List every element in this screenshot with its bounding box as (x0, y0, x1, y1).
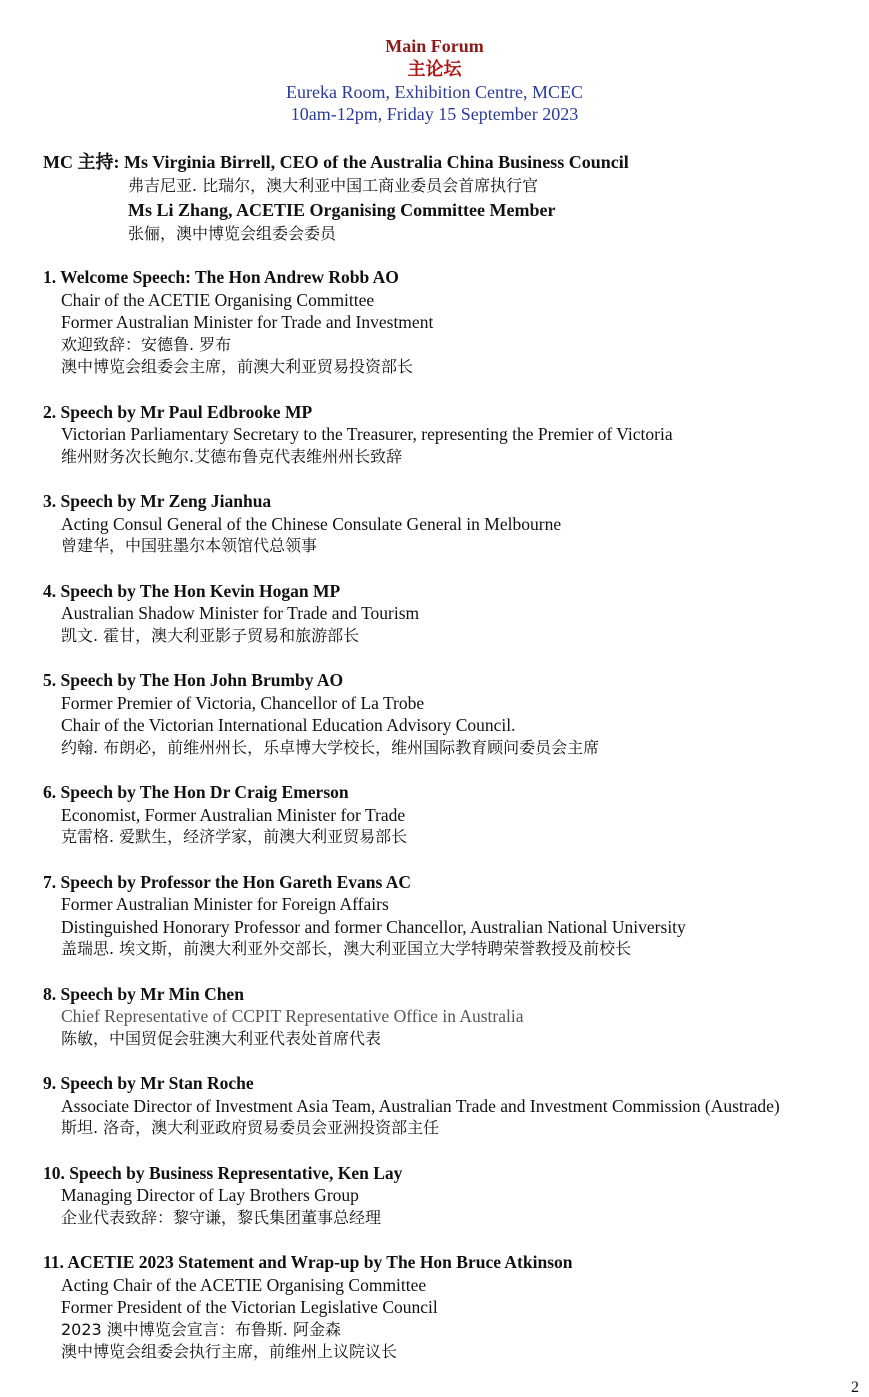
agenda-item-zh: 曾建华，中国驻墨尔本领馆代总领事 (61, 536, 318, 555)
agenda-item-heading: 7. Speech by Professor the Hon Gareth Evans AC (43, 871, 412, 892)
page-number: 2 (851, 1379, 859, 1396)
mc-host1-zh: 弗吉尼亚. 比瑞尔，澳大利亚中国工商业委员会首席执行官 (128, 176, 539, 195)
agenda-item (43, 401, 863, 469)
agenda-item-heading: 10. Speech by Business Representative, Ken Lay (43, 1162, 403, 1183)
agenda-item (43, 266, 863, 379)
agenda-item-heading: 8. Speech by Mr Min Chen (43, 983, 244, 1004)
mc-host2-zh: 张俪，澳中博览会组委会委员 (128, 224, 337, 243)
agenda-item-zh: 澳中博览会组委会主席，前澳大利亚贸易投资部长 (61, 357, 414, 376)
agenda-item-role: Associate Director of Investment Asia Team, Australian Trade and Investment Commission (Austrade) (61, 1095, 780, 1116)
agenda-item-zh: 盖瑞思. 埃文斯，前澳大利亚外交部长，澳大利亚国立大学特聘荣誉教授及前校长 (61, 939, 632, 958)
agenda-item-heading: 1. Welcome Speech: The Hon Andrew Robb AO (43, 267, 399, 287)
agenda-item (43, 1162, 863, 1230)
agenda-item-heading: 6. Speech by The Hon Dr Craig Emerson (43, 782, 349, 802)
forum-title-zh: 主论坛 (407, 59, 462, 79)
agenda-item (43, 1251, 863, 1364)
agenda-item-zh: 2023 澳中博览会宣言：布鲁斯. 阿金森 (61, 1319, 341, 1339)
mc-host2-en: Ms Li Zhang, ACETIE Organising Committee Member (128, 200, 556, 220)
agenda-item (43, 490, 863, 558)
agenda-item-heading: 5. Speech by The Hon John Brumby AO (43, 670, 344, 690)
agenda-item-zh: 陈敏，中国贸促会驻澳大利亚代表处首席代表 (61, 1028, 382, 1048)
agenda-item-heading: 2. Speech by Mr Paul Edbrooke MP (43, 401, 313, 422)
agenda-item-zh: 凯文. 霍甘，澳大利亚影子贸易和旅游部长 (61, 625, 360, 645)
forum-header (0, 35, 869, 125)
agenda-item-role: Distinguished Honorary Professor and former Chancellor, Australian National University (61, 916, 686, 937)
agenda-item-role: Chair of the ACETIE Organising Committee (61, 289, 375, 310)
agenda-item-role: Chair of the Victorian International Education Advisory Council. (61, 715, 516, 735)
agenda-item-role: Managing Director of Lay Brothers Group (61, 1185, 359, 1205)
agenda-item-role: Former President of the Victorian Legislative Council (61, 1297, 438, 1317)
agenda-item-zh: 维州财务次长鲍尔.艾德布鲁克代表维州州长致辞 (61, 446, 403, 466)
agenda-item-role: Victorian Parliamentary Secretary to the Treasurer, representing the Premier of Victoria (61, 424, 673, 444)
agenda-item-role: Australian Shadow Minister for Trade and Tourism (61, 603, 420, 623)
mc-label: MC 主持: (43, 152, 124, 172)
agenda-item-heading: 4. Speech by The Hon Kevin Hogan MP (43, 580, 341, 601)
agenda-item-zh: 斯坦. 洛奇，澳大利亚政府贸易委员会亚洲投资部主任 (61, 1118, 440, 1137)
agenda-item-zh: 企业代表致辞：黎守谦，黎氏集团董事总经理 (61, 1207, 382, 1227)
agenda-item (43, 871, 863, 961)
agenda-item-zh: 欢迎致辞：安德鲁. 罗布 (61, 334, 232, 354)
agenda-item-zh: 克雷格. 爱默生，经济学家，前澳大利亚贸易部长 (61, 827, 408, 846)
forum-venue: Eureka Room, Exhibition Centre, MCEC (286, 82, 583, 102)
agenda-item-heading: 11. ACETIE 2023 Statement and Wrap-up by The Hon Bruce Atkinson (43, 1252, 573, 1272)
agenda-item (43, 1072, 863, 1140)
agenda-item-zh: 澳中博览会组委会执行主席，前维州上议院议长 (61, 1342, 398, 1361)
agenda-item-role: Chief Representative of CCPIT Representative Office in Australia (61, 1006, 524, 1026)
agenda-item-role: Former Premier of Victoria, Chancellor of La Trobe (61, 692, 425, 713)
agenda-item-role: Acting Chair of the ACETIE Organising Committee (61, 1274, 427, 1295)
mc-host1-en: Ms Virginia Birrell, CEO of the Australia China Business Council (123, 152, 629, 172)
agenda-item-heading: 9. Speech by Mr Stan Roche (43, 1073, 254, 1093)
agenda-item-role: Former Australian Minister for Trade and Investment (61, 312, 434, 332)
agenda-item (43, 580, 863, 648)
mc-section (43, 150, 629, 246)
agenda-item-role: Acting Consul General of the Chinese Consulate General in Melbourne (61, 513, 562, 534)
forum-title-en: Main Forum (385, 36, 484, 56)
agenda-item-zh: 约翰. 布朗必，前维州州长，乐卓博大学校长，维州国际教育顾问委员会主席 (61, 737, 600, 757)
forum-time: 10am-12pm, Friday 15 September 2023 (290, 104, 579, 124)
agenda-list (43, 266, 863, 1386)
agenda-item (43, 669, 863, 759)
agenda-item-role: Former Australian Minister for Foreign Affairs (61, 894, 389, 914)
agenda-item-heading: 3. Speech by Mr Zeng Jianhua (43, 491, 272, 511)
agenda-item-role: Economist, Former Australian Minister for Trade (61, 804, 406, 825)
agenda-item (43, 781, 863, 849)
agenda-item (43, 983, 863, 1051)
